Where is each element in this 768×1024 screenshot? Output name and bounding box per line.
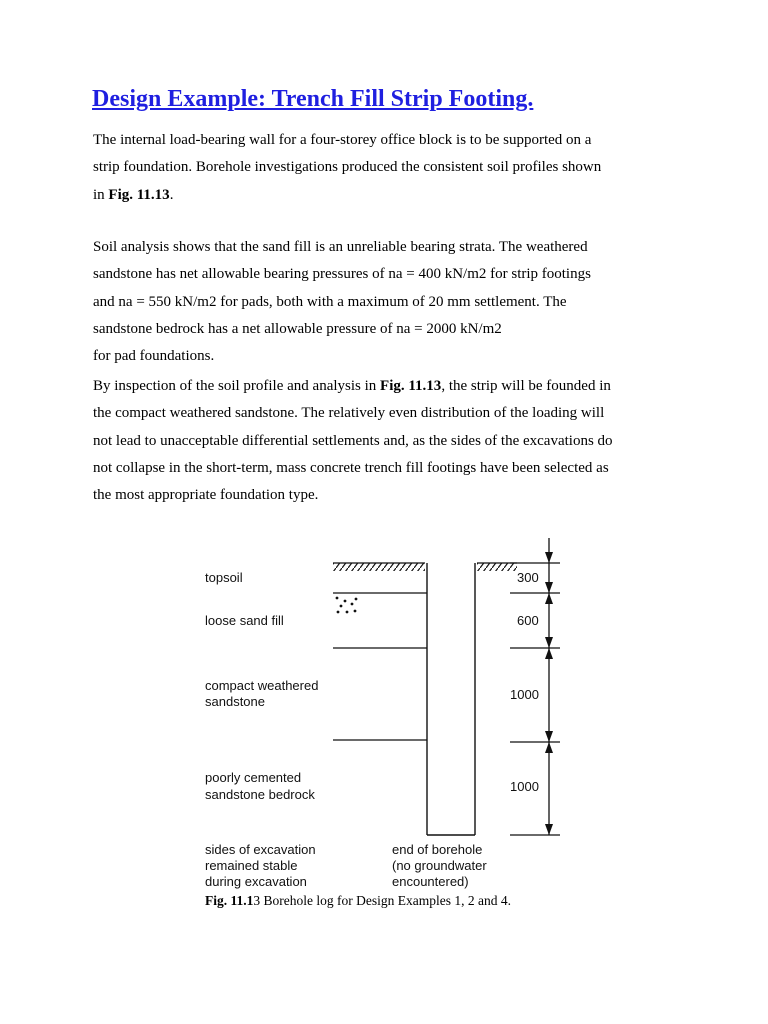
text-line: sandstone bedrock has a net allowable pressure of na = 2000 kN/m2 bbox=[93, 320, 502, 337]
paragraph-inspection bbox=[93, 373, 693, 509]
trench-outline bbox=[427, 563, 475, 835]
dimension-weathered-sandstone: 1000 bbox=[510, 687, 539, 702]
sand-fill-dots bbox=[336, 597, 358, 614]
layer-label-bedrock-2: sandstone bedrock bbox=[205, 787, 315, 802]
dimension-bedrock: 1000 bbox=[510, 779, 539, 794]
layer-label-bedrock-1: poorly cemented bbox=[205, 770, 302, 785]
layer-label-sand-fill: loose sand fill bbox=[205, 613, 284, 628]
text-line: not collapse in the short-term, mass concrete trench fill footings have been selected as bbox=[93, 459, 609, 476]
note-borehole-2: (no groundwater bbox=[392, 858, 487, 873]
note-borehole-3: encountered) bbox=[392, 874, 469, 889]
text-line: the compact weathered sandstone. The relatively even distribution of the loading will bbox=[93, 405, 605, 422]
text-line: Soil analysis shows that the sand fill is an unreliable bearing strata. The weathered bbox=[93, 239, 588, 255]
text-line: in Fig. 11.13. bbox=[93, 186, 174, 203]
note-borehole-1: end of borehole bbox=[392, 842, 483, 857]
page-title: Design Example: Trench Fill Strip Footing. bbox=[92, 86, 534, 112]
figure-reference: Fig. 11.13 bbox=[108, 186, 170, 203]
text-line: sandstone has net allowable bearing pressures of na = 400 kN/m2 for strip footings bbox=[93, 266, 591, 283]
text-line: The internal load-bearing wall for a four-storey office block is to be supported on a bbox=[93, 132, 592, 148]
figure-caption bbox=[205, 893, 511, 909]
layer-label-weathered-1: compact weathered bbox=[205, 678, 319, 693]
text-line: and na = 550 kN/m2 for pads, both with a maximum of 20 mm settlement. The bbox=[93, 293, 567, 310]
dimension-sand-fill: 600 bbox=[517, 613, 539, 628]
layer-label-topsoil: topsoil bbox=[205, 570, 243, 585]
layer-label-weathered-2: sandstone bbox=[205, 694, 265, 709]
note-excavation-1: sides of excavation bbox=[205, 842, 316, 857]
note-excavation-3: during excavation bbox=[205, 874, 307, 889]
text-line: not lead to unacceptable differential settlements and, as the sides of the excavations do bbox=[93, 432, 613, 449]
dimension-topsoil: 300 bbox=[517, 570, 539, 585]
text-line: for pad foundations. bbox=[93, 348, 215, 365]
ground-hatch bbox=[333, 563, 517, 571]
layer-boundaries bbox=[333, 593, 427, 740]
text-line: the most appropriate foundation type. bbox=[93, 487, 319, 504]
paragraph-soil-analysis bbox=[93, 234, 693, 370]
caption-reference: Fig. 11.1 bbox=[205, 893, 254, 908]
borehole-log-figure bbox=[0, 530, 768, 895]
figure-reference: Fig. 11.13 bbox=[380, 378, 442, 394]
text-line: strip foundation. Borehole investigations produced the consistent soil profiles shown bbox=[93, 159, 602, 176]
note-excavation-2: remained stable bbox=[205, 858, 298, 873]
text-line: By inspection of the soil profile and analysis in Fig. 11.13, the strip will be founded in bbox=[93, 378, 611, 394]
caption-text: 3 Borehole log for Design Examples 1, 2 and 4. bbox=[253, 893, 511, 908]
paragraph-intro bbox=[93, 127, 693, 209]
